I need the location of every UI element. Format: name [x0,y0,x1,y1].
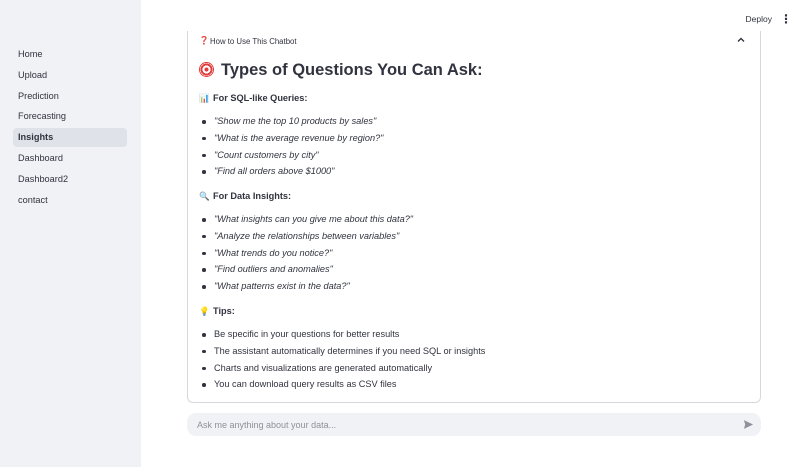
deploy-button[interactable]: Deploy [745,14,772,24]
magnifier-icon: 🔍 [199,191,210,201]
tips-heading [199,306,235,317]
list-item: Be specific in your questions for better results [199,326,485,343]
expander-header[interactable] [199,34,749,49]
sql-queries-heading [199,93,307,104]
sidebar-item-forecasting[interactable]: Forecasting [18,111,67,122]
lightbulb-icon: 💡 [199,306,210,316]
chat-input-bar [187,413,761,436]
sidebar-item-insights[interactable]: Insights [13,128,127,147]
list-item: "Find all orders above $1000" [199,163,383,180]
bar-chart-icon: 📊 [199,93,210,103]
sidebar-nav [13,45,127,211]
list-item: "Show me the top 10 products by sales" [199,113,383,130]
data-insights-heading [199,191,291,202]
vertical-dots-icon[interactable]: ⋮ [780,12,792,26]
sidebar-item-dashboard[interactable]: Dashboard [18,152,63,163]
chat-input[interactable] [197,413,717,436]
list-item: "What insights can you give me about this data?" [199,211,413,228]
sql-queries-list [199,113,383,180]
data-insights-title: For Data Insights: [213,191,292,201]
sidebar [0,0,141,467]
questions-heading-text: Types of Questions You Can Ask: [221,61,483,79]
sidebar-item-dashboard2[interactable]: Dashboard2 [18,173,69,184]
list-item: "Count customers by city" [199,147,383,164]
list-item: The assistant automatically determines if you need SQL or insights [199,343,485,360]
list-item: "What is the average revenue by region?" [199,130,383,147]
list-item: "Find outliers and anomalies" [199,261,413,278]
expander-title: How to Use This Chatbot [210,37,297,46]
chevron-up-icon[interactable] [736,35,746,45]
sidebar-item-prediction[interactable]: Prediction [18,90,59,101]
sidebar-item-upload[interactable]: Upload [18,69,48,80]
list-item: Charts and visualizations are generated automatically [199,360,485,377]
list-item: "What trends do you notice?" [199,245,413,262]
question-mark-icon: ❓ [199,36,209,45]
data-insights-list [199,211,413,295]
target-icon [199,62,214,77]
sql-queries-title: For SQL-like Queries: [213,93,308,103]
sidebar-item-home[interactable]: Home [18,49,43,59]
tips-title: Tips: [213,306,235,316]
list-item: "What patterns exist in the data?" [199,278,413,295]
help-expander [187,31,761,403]
questions-heading [199,61,483,80]
send-icon[interactable] [743,419,754,430]
list-item: "Analyze the relationships between variables" [199,228,413,245]
list-item: You can download query results as CSV files [199,376,485,393]
sidebar-item-contact[interactable]: contact [18,194,48,205]
tips-list [199,326,485,393]
